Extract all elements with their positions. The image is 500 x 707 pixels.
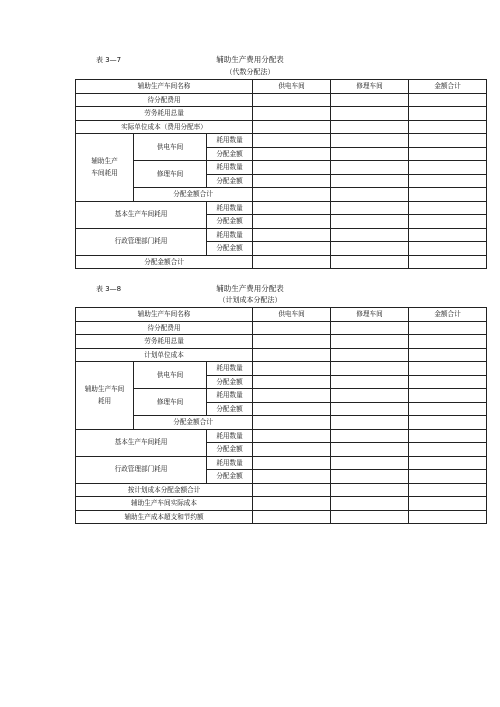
table-cell[interactable] bbox=[253, 93, 331, 107]
allocation-table-algebraic bbox=[75, 79, 487, 269]
table-cell[interactable] bbox=[409, 188, 487, 202]
header-cell: 供电车间 bbox=[253, 80, 331, 94]
row-label: 分配金额 bbox=[207, 147, 253, 161]
row-label: 分配金额 bbox=[207, 402, 253, 416]
table-cell[interactable] bbox=[331, 497, 409, 511]
group-label-line: 车间耗用 bbox=[91, 169, 118, 178]
table-cell[interactable] bbox=[331, 107, 409, 121]
table-cell[interactable] bbox=[409, 375, 487, 389]
table-row bbox=[76, 107, 487, 121]
row-label: 按计划成本分配金额合计 bbox=[76, 483, 253, 497]
table-cell[interactable] bbox=[253, 215, 331, 229]
table-cell[interactable] bbox=[409, 483, 487, 497]
row-label: 分配金额 bbox=[207, 470, 253, 484]
table-cell[interactable] bbox=[253, 389, 331, 403]
table-cell[interactable] bbox=[331, 201, 409, 215]
table1-number: 表 3—7 bbox=[96, 56, 122, 64]
row-label: 分配金额 bbox=[207, 215, 253, 229]
header-cell: 供电车间 bbox=[253, 308, 331, 322]
group-label-line: 耗用 bbox=[97, 397, 112, 406]
table-cell[interactable] bbox=[331, 120, 409, 134]
table-cell[interactable] bbox=[331, 255, 409, 269]
table-row bbox=[76, 228, 487, 242]
table-cell[interactable] bbox=[409, 242, 487, 256]
group-label-admin: 行政管理部门耗用 bbox=[76, 456, 207, 483]
table-cell[interactable] bbox=[253, 335, 331, 349]
header-cell: 金额合计 bbox=[409, 308, 487, 322]
table-cell[interactable] bbox=[409, 362, 487, 376]
table-row bbox=[76, 161, 487, 175]
group-label-basic: 基本生产车间耗用 bbox=[76, 201, 207, 228]
table-cell[interactable] bbox=[331, 470, 409, 484]
table-cell[interactable] bbox=[409, 402, 487, 416]
row-label: 劳务耗用总量 bbox=[76, 107, 253, 121]
table-row bbox=[76, 510, 487, 524]
table-row bbox=[76, 188, 487, 202]
table-cell[interactable] bbox=[253, 188, 331, 202]
table-cell[interactable] bbox=[253, 402, 331, 416]
group-label-line: 辅助生产 bbox=[91, 157, 118, 166]
table-cell[interactable] bbox=[253, 255, 331, 269]
group-label-line: 辅助生产车间 bbox=[84, 385, 125, 394]
table-cell[interactable] bbox=[409, 161, 487, 175]
row-label: 分配金额合计 bbox=[134, 188, 253, 202]
table-cell[interactable] bbox=[253, 134, 331, 148]
table-row bbox=[76, 362, 487, 376]
row-label: 耗用数量 bbox=[207, 161, 253, 175]
table-cell[interactable] bbox=[331, 429, 409, 443]
table-cell[interactable] bbox=[253, 201, 331, 215]
table-cell[interactable] bbox=[409, 429, 487, 443]
table-cell[interactable] bbox=[253, 242, 331, 256]
table-cell[interactable] bbox=[253, 321, 331, 335]
table-cell[interactable] bbox=[331, 93, 409, 107]
table-cell[interactable] bbox=[331, 161, 409, 175]
table-cell[interactable] bbox=[409, 335, 487, 349]
table-cell[interactable] bbox=[409, 497, 487, 511]
allocation-table-planned-cost bbox=[75, 307, 487, 524]
table-cell[interactable] bbox=[253, 161, 331, 175]
row-label: 分配金额 bbox=[207, 375, 253, 389]
table-cell[interactable] bbox=[253, 375, 331, 389]
table-cell[interactable] bbox=[253, 362, 331, 376]
table-cell[interactable] bbox=[331, 402, 409, 416]
row-label: 耗用数量 bbox=[207, 201, 253, 215]
row-label: 分配金额合计 bbox=[76, 255, 253, 269]
table-cell[interactable] bbox=[409, 456, 487, 470]
table2-number: 表 3—8 bbox=[96, 285, 122, 293]
table-cell[interactable] bbox=[331, 242, 409, 256]
table-cell[interactable] bbox=[409, 215, 487, 229]
table-cell[interactable] bbox=[331, 174, 409, 188]
table2-title: 辅助生产费用分配表 bbox=[216, 284, 284, 293]
table-cell[interactable] bbox=[331, 348, 409, 362]
group-label-aux bbox=[76, 134, 134, 202]
table-cell[interactable] bbox=[331, 443, 409, 457]
row-label: 耗用数量 bbox=[207, 362, 253, 376]
table-row bbox=[76, 429, 487, 443]
row-label: 耗用数量 bbox=[207, 134, 253, 148]
table-cell[interactable] bbox=[253, 147, 331, 161]
group-label-admin: 行政管理部门耗用 bbox=[76, 228, 207, 255]
table-cell[interactable] bbox=[253, 510, 331, 524]
table-cell[interactable] bbox=[331, 147, 409, 161]
row-label: 待分配费用 bbox=[76, 321, 253, 335]
table-cell[interactable] bbox=[331, 134, 409, 148]
table-cell[interactable] bbox=[253, 470, 331, 484]
table-cell[interactable] bbox=[409, 255, 487, 269]
group-label-aux bbox=[76, 362, 134, 430]
header-cell: 辅助生产车间名称 bbox=[76, 80, 253, 94]
subgroup-label-power: 供电车间 bbox=[134, 362, 207, 389]
table-cell[interactable] bbox=[331, 188, 409, 202]
table-cell[interactable] bbox=[409, 134, 487, 148]
table-cell[interactable] bbox=[409, 120, 487, 134]
table-row bbox=[76, 416, 487, 430]
table-cell[interactable] bbox=[253, 483, 331, 497]
header-cell: 金额合计 bbox=[409, 80, 487, 94]
row-label: 实际单位成本（费用分配率） bbox=[76, 120, 253, 134]
table-cell[interactable] bbox=[331, 335, 409, 349]
table-cell[interactable] bbox=[331, 510, 409, 524]
table-cell[interactable] bbox=[253, 429, 331, 443]
table-cell[interactable] bbox=[409, 416, 487, 430]
table-cell[interactable] bbox=[409, 348, 487, 362]
header-cell: 修理车间 bbox=[331, 80, 409, 94]
table-row bbox=[76, 308, 487, 322]
table-cell[interactable] bbox=[331, 228, 409, 242]
row-label: 辅助生产成本超支和节约额 bbox=[76, 510, 253, 524]
table1-subtitle: （代数分配法） bbox=[225, 68, 275, 76]
table-cell[interactable] bbox=[253, 174, 331, 188]
table2-subtitle: （计划成本分配法） bbox=[218, 296, 282, 304]
table-row bbox=[76, 389, 487, 403]
table-row bbox=[76, 456, 487, 470]
table-cell[interactable] bbox=[253, 456, 331, 470]
table-cell[interactable] bbox=[331, 321, 409, 335]
table-row bbox=[76, 120, 487, 134]
table-row bbox=[76, 483, 487, 497]
row-label: 劳务耗用总量 bbox=[76, 335, 253, 349]
table-row bbox=[76, 497, 487, 511]
row-label: 待分配费用 bbox=[76, 93, 253, 107]
subgroup-label-repair: 修理车间 bbox=[134, 389, 207, 416]
table-cell[interactable] bbox=[253, 416, 331, 430]
table-row bbox=[76, 321, 487, 335]
table-cell[interactable] bbox=[253, 443, 331, 457]
row-label: 分配金额 bbox=[207, 174, 253, 188]
table-row bbox=[76, 134, 487, 148]
table-cell[interactable] bbox=[331, 375, 409, 389]
subgroup-label-repair: 修理车间 bbox=[134, 161, 207, 188]
row-label: 耗用数量 bbox=[207, 228, 253, 242]
row-label: 辅助生产车间实际成本 bbox=[76, 497, 253, 511]
table-cell[interactable] bbox=[331, 389, 409, 403]
row-label: 耗用数量 bbox=[207, 456, 253, 470]
table-cell[interactable] bbox=[253, 348, 331, 362]
table-cell[interactable] bbox=[409, 201, 487, 215]
table-cell[interactable] bbox=[331, 362, 409, 376]
table-cell[interactable] bbox=[409, 321, 487, 335]
subgroup-label-power: 供电车间 bbox=[134, 134, 207, 161]
table-row bbox=[76, 93, 487, 107]
table-cell[interactable] bbox=[409, 470, 487, 484]
table-cell[interactable] bbox=[409, 228, 487, 242]
row-label: 计划单位成本 bbox=[76, 348, 253, 362]
table-cell[interactable] bbox=[331, 456, 409, 470]
table1-title: 辅助生产费用分配表 bbox=[216, 55, 284, 64]
table-cell[interactable] bbox=[409, 107, 487, 121]
table-cell[interactable] bbox=[253, 120, 331, 134]
table-cell[interactable] bbox=[409, 147, 487, 161]
table-cell[interactable] bbox=[331, 483, 409, 497]
table-row bbox=[76, 201, 487, 215]
header-cell: 辅助生产车间名称 bbox=[76, 308, 253, 322]
table-cell[interactable] bbox=[409, 510, 487, 524]
table-cell[interactable] bbox=[253, 107, 331, 121]
row-label: 耗用数量 bbox=[207, 389, 253, 403]
group-label-basic: 基本生产车间耗用 bbox=[76, 429, 207, 456]
row-label: 耗用数量 bbox=[207, 429, 253, 443]
row-label: 分配金额 bbox=[207, 242, 253, 256]
table-cell[interactable] bbox=[409, 443, 487, 457]
row-label: 分配金额合计 bbox=[134, 416, 253, 430]
table-cell[interactable] bbox=[409, 174, 487, 188]
row-label: 分配金额 bbox=[207, 443, 253, 457]
table-cell[interactable] bbox=[331, 416, 409, 430]
table-row bbox=[76, 255, 487, 269]
table-cell[interactable] bbox=[409, 93, 487, 107]
table-cell[interactable] bbox=[253, 497, 331, 511]
table-row bbox=[76, 348, 487, 362]
table-row bbox=[76, 335, 487, 349]
table-cell[interactable] bbox=[409, 389, 487, 403]
table-cell[interactable] bbox=[331, 215, 409, 229]
table-row bbox=[76, 80, 487, 94]
header-cell: 修理车间 bbox=[331, 308, 409, 322]
table-cell[interactable] bbox=[253, 228, 331, 242]
